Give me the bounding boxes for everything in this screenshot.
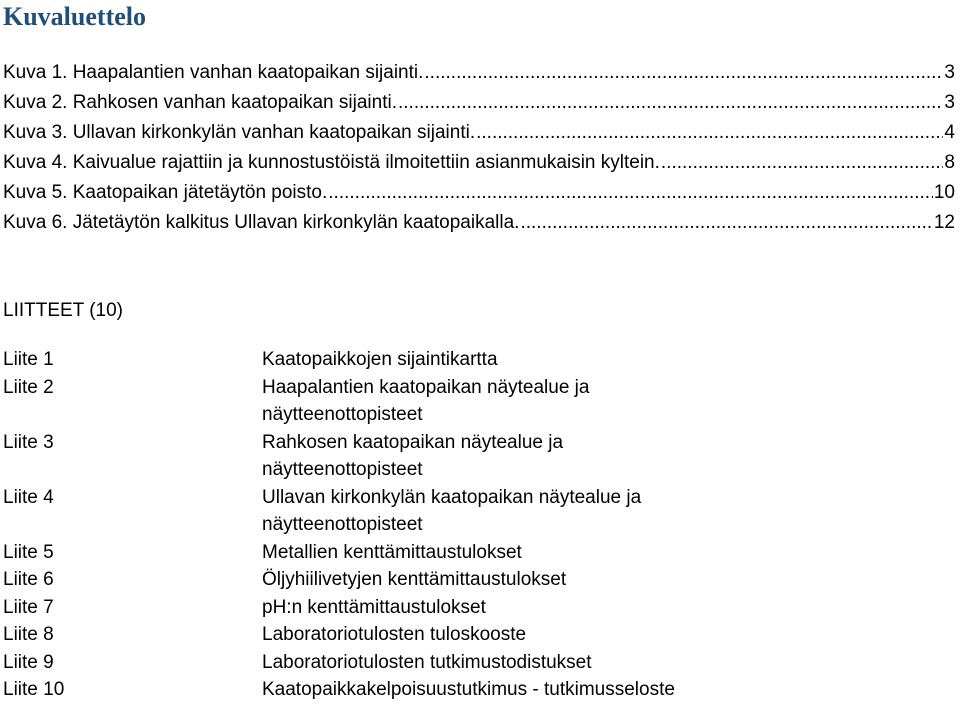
appendix-row [3,539,955,567]
appendix-description [262,539,802,567]
figure-entry[interactable] [3,148,955,178]
appendix-id: Liite 6 [3,569,54,590]
figure-entry[interactable] [3,58,955,88]
appendix-description [262,374,802,429]
page-title: Kuvaluettelo [3,2,146,31]
figure-entry[interactable] [3,178,955,208]
appendix-id: Liite 10 [3,679,65,700]
appendix-description-line: Rahkosen kaatopaikan näytealue ja [262,431,564,453]
figure-page-number: 8 [944,152,955,173]
appendix-description-line: Haapalantien kaatopaikan näytealue ja [262,376,590,398]
dot-leader [398,88,943,118]
appendix-description [262,429,802,484]
appendix-description [262,594,802,622]
appendix-description [262,346,802,374]
figure-label: Kuva 2. Rahkosen vanhan kaatopaikan sijainti. [3,92,397,113]
appendix-id: Liite 5 [3,541,54,563]
appendix-description-line: pH:n kenttämittaustulokset [262,596,486,618]
appendix-row [3,484,955,539]
dot-leader [520,208,932,238]
appendix-description-line: Ullavan kirkonkylän kaatopaikan näytealue ja [262,486,642,508]
appendix-row [3,676,955,704]
appendix-id: Liite 8 [3,624,54,645]
dot-leader [328,178,933,208]
figure-page-number: 12 [933,212,955,233]
appendix-list [3,346,955,704]
appendix-description [262,676,802,704]
appendix-row [3,594,955,622]
dot-leader [424,58,943,88]
dot-leader [476,118,943,148]
figure-label: Kuva 3. Ullavan kirkonkylän vanhan kaatopaikan sijainti. [3,122,476,143]
appendix-id: Liite 4 [3,486,54,508]
appendix-id: Liite 2 [3,376,54,398]
appendix-row [3,566,955,594]
appendix-row [3,429,955,484]
appendix-description-line: Metallien kenttämittaustulokset [262,541,522,563]
figure-label: Kuva 5. Kaatopaikan jätetäytön poisto. [3,182,328,203]
appendix-id: Liite 1 [3,349,54,370]
figure-page-number: 3 [944,62,955,83]
appendix-description-line: Kaatopaikkojen sijaintikartta [262,349,498,370]
figure-page-number: 3 [944,92,955,113]
figure-label: Kuva 6. Jätetäytön kalkitus Ullavan kirkonkylän kaatopaikalla. [3,212,520,233]
figure-entry[interactable] [3,88,955,118]
appendix-description [262,484,802,539]
figure-label: Kuva 4. Kaivualue rajattiin ja kunnostustöistä ilmoitettiin asianmukaisin kyltein. [3,152,660,173]
appendix-description-line: Laboratoriotulosten tuloskooste [262,624,527,645]
figure-entry[interactable] [3,118,955,148]
appendix-id: Liite 9 [3,651,54,673]
figure-page-number: 4 [944,122,955,143]
appendix-description-line: Laboratoriotulosten tutkimustodistukset [262,651,592,673]
appendix-description-line: Kaatopaikkakelpoisuustutkimus - tutkimusseloste [262,679,675,700]
appendix-row [3,374,955,429]
appendix-row [3,346,955,374]
figure-list [3,58,955,238]
appendices-heading: LIITTEET (10) [3,300,124,321]
appendix-description-line: näytteenottopisteet [262,404,423,425]
appendix-description-line: näytteenottopisteet [262,514,423,535]
figure-label: Kuva 1. Haapalantien vanhan kaatopaikan sijainti. [3,62,424,83]
appendix-row [3,621,955,649]
appendix-row [3,649,955,677]
appendix-description-line: näytteenottopisteet [262,459,423,480]
appendix-description [262,649,802,677]
appendix-id: Liite 7 [3,596,54,618]
figure-entry[interactable] [3,208,955,238]
appendix-description-line: Öljyhiilivetyjen kenttämittaustulokset [262,569,567,590]
dot-leader [661,148,944,178]
appendix-description [262,621,802,649]
appendix-description [262,566,802,594]
appendix-id: Liite 3 [3,431,54,453]
figure-page-number: 10 [933,182,955,203]
